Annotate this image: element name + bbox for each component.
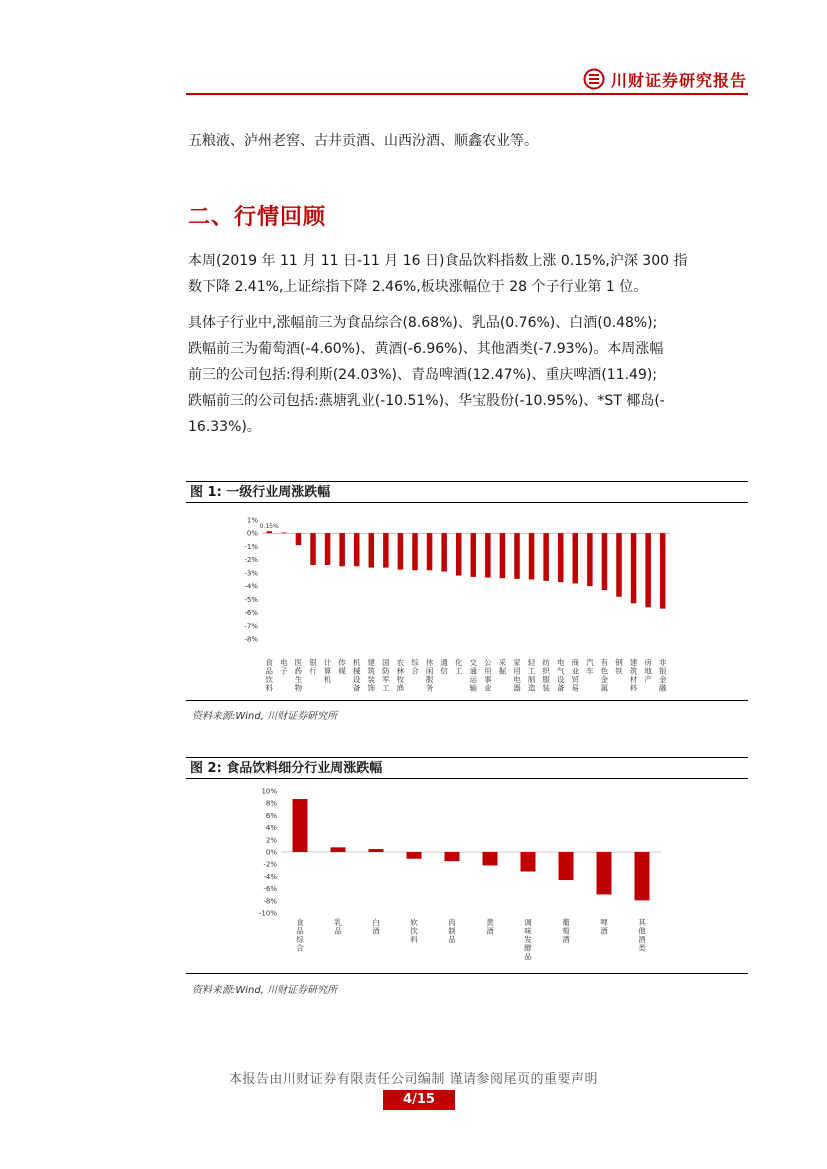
bar <box>369 533 375 567</box>
x-category-label: 电子 <box>280 658 288 676</box>
page-number: 4/15 <box>383 1090 455 1110</box>
y-tick-label: -4% <box>263 872 277 881</box>
y-tick-label: -1% <box>244 542 258 551</box>
paragraph-2-line-1: 具体子行业中,涨幅前三为食品综合(8.68%)、乳品(0.76%)、白酒(0.48%); <box>188 315 658 331</box>
bar <box>407 852 422 859</box>
x-category-label: 轻工制造 <box>527 658 536 693</box>
x-category-label: 银行 <box>309 658 317 676</box>
bar <box>339 533 345 566</box>
x-category-label: 汽车 <box>586 658 594 676</box>
x-category-label: 啤酒 <box>600 918 608 936</box>
bar <box>485 533 491 577</box>
y-tick-label: 1% <box>246 516 258 525</box>
y-tick-label: -10% <box>258 909 277 918</box>
bar <box>558 533 564 582</box>
y-tick-label: -8% <box>263 897 277 906</box>
paragraph-1-line-2: 数下降 2.41%,上证综指下降 2.46%,板块涨幅位于 28 个子行业第 1 位。 <box>188 279 648 295</box>
x-category-label: 调味发酵品 <box>524 918 532 961</box>
bar <box>597 852 612 894</box>
y-tick-label: -7% <box>244 622 258 631</box>
intro-line: 五粮液、泸州老窖、古井贡酒、山西汾酒、顺鑫农业等。 <box>188 133 538 149</box>
bar <box>521 852 536 872</box>
paragraph-2-line-5: 16.33%)。 <box>188 419 261 435</box>
x-category-label: 公用事业 <box>484 658 492 693</box>
bar <box>427 533 433 570</box>
bar <box>573 533 579 583</box>
brand-name: 川财证券研究报告 <box>610 70 747 90</box>
bar <box>369 849 384 852</box>
footer-disclaimer: 本报告由川财证券有限责任公司编制 谨请参阅尾页的重要声明 <box>228 1072 599 1087</box>
x-category-label: 计算机 <box>323 658 332 684</box>
y-tick-label: 4% <box>265 824 277 833</box>
paragraph-2-line-4: 跌幅前三的公司包括:燕塘乳业(-10.51%)、华宝股份(-10.95%)、*ST 椰岛(- <box>188 393 665 409</box>
x-category-label: 机械设备 <box>352 658 361 693</box>
x-category-label: 传媒 <box>338 658 346 676</box>
x-category-label: 其他酒类 <box>638 918 646 953</box>
x-category-label: 通信 <box>440 658 448 676</box>
x-category-label: 化工 <box>454 658 463 676</box>
bar <box>331 847 346 852</box>
bar <box>281 533 287 534</box>
y-tick-label: 10% <box>261 787 277 796</box>
x-category-label: 建筑装饰 <box>367 658 376 693</box>
bar <box>354 533 360 566</box>
bar <box>543 533 549 581</box>
bar <box>267 531 273 533</box>
bar <box>660 533 666 608</box>
y-tick-label: -3% <box>244 569 258 578</box>
x-category-label: 葡萄酒 <box>562 918 570 944</box>
bar <box>441 533 447 571</box>
figure-1-bottom-rule <box>186 700 748 701</box>
bar <box>631 533 637 603</box>
figure-2-bottom-rule <box>186 973 748 974</box>
x-category-label: 黄酒 <box>486 918 494 936</box>
bar <box>412 533 418 570</box>
x-category-label: 家用电器 <box>513 658 521 693</box>
section-title: 二、行情回顾 <box>188 205 327 230</box>
bar <box>602 533 608 590</box>
bar <box>296 533 302 545</box>
x-category-label: 建筑材料 <box>629 658 638 693</box>
figure-1-source: 资料来源:Wind, 川财证券研究所 <box>192 711 338 722</box>
y-tick-label: -6% <box>263 885 277 894</box>
x-category-label: 软饮料 <box>410 918 418 944</box>
bar <box>293 799 308 852</box>
paragraph-2 <box>188 310 750 440</box>
x-category-label: 非银金融 <box>658 658 667 693</box>
x-category-label: 休闲服务 <box>425 658 434 693</box>
y-tick-label: 6% <box>265 811 277 820</box>
bar <box>456 533 462 575</box>
y-tick-label: -5% <box>244 595 258 604</box>
x-category-label: 农林牧渔 <box>396 658 405 693</box>
x-category-label: 乳品 <box>334 918 342 936</box>
bar <box>471 533 477 577</box>
x-category-label: 房地产 <box>644 658 652 684</box>
figure-1-title: 图 1: 一级行业周涨跌幅 <box>186 481 748 503</box>
bar <box>445 852 460 861</box>
x-category-label: 电气设备 <box>556 658 565 693</box>
y-tick-label: -2% <box>263 860 277 869</box>
figure-2-source: 资料来源:Wind, 川财证券研究所 <box>192 985 338 996</box>
company-logo-icon <box>583 68 605 90</box>
x-category-label: 综合 <box>411 658 419 676</box>
y-tick-label: -6% <box>244 609 258 618</box>
bar <box>635 852 650 900</box>
figure-2-chart <box>186 781 748 971</box>
x-category-label: 采掘 <box>498 658 507 676</box>
y-tick-label: -2% <box>244 556 258 565</box>
x-category-label: 交通运输 <box>469 658 478 693</box>
bar <box>616 533 622 596</box>
bar <box>514 533 520 579</box>
x-category-label: 商业贸易 <box>571 658 580 693</box>
x-category-label: 纺织服装 <box>542 658 550 693</box>
paragraph-1 <box>188 248 750 300</box>
bar <box>398 533 404 569</box>
y-tick-label: -4% <box>244 582 258 591</box>
x-category-label: 钢铁 <box>615 658 623 676</box>
y-tick-label: 0% <box>246 529 258 538</box>
bar <box>383 533 389 567</box>
bar <box>483 852 498 865</box>
y-tick-label: 2% <box>265 836 277 845</box>
x-category-label: 肉制品 <box>448 918 456 944</box>
x-category-label: 白酒 <box>372 918 380 936</box>
figure-2-title: 图 2: 食品饮料细分行业周涨跌幅 <box>186 757 748 779</box>
x-category-label: 食品饮料 <box>265 658 274 693</box>
bar <box>559 852 574 880</box>
x-category-label: 食品综合 <box>296 918 304 953</box>
figure-1-chart <box>186 505 748 697</box>
y-tick-label: 0% <box>265 848 277 857</box>
y-tick-label: -8% <box>244 635 258 644</box>
paragraph-2-line-2: 跌幅前三为葡萄酒(-4.60%)、黄酒(-6.96%)、其他酒类(-7.93%)。本周涨幅 <box>188 341 664 357</box>
bar <box>645 533 651 607</box>
paragraph-2-line-3: 前三的公司包括:得利斯(24.03%)、青岛啤酒(12.47%)、重庆啤酒(11.49); <box>188 367 658 383</box>
x-category-label: 国防军工 <box>382 658 390 693</box>
paragraph-1-line-1: 本周(2019 年 11 月 11 日-11 月 16 日)食品饮料指数上涨 0.15%,沪深 300 指 <box>188 253 688 269</box>
bar <box>500 533 506 578</box>
x-category-label: 医药生物 <box>294 658 303 693</box>
bar <box>325 533 331 565</box>
bar <box>529 533 535 579</box>
bar <box>310 533 316 565</box>
x-category-label: 有色金属 <box>600 658 609 693</box>
header-brand <box>583 66 747 92</box>
y-tick-label: 8% <box>265 799 277 808</box>
header-divider <box>186 93 748 95</box>
data-label: 0.15% <box>259 523 279 531</box>
bar <box>587 533 593 586</box>
